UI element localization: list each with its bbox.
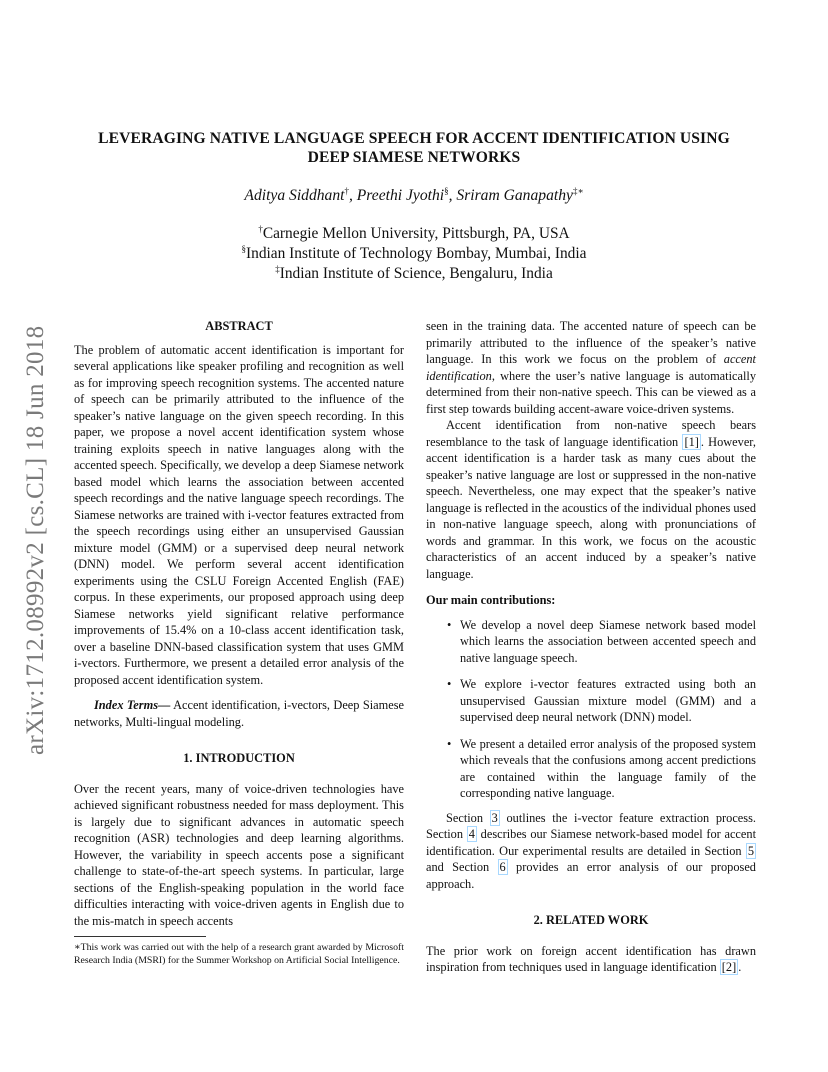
- paragraph-text: Accent identification from non-native speech bears resemblance to the task of language identification: [426, 418, 756, 449]
- affiliation: [70, 224, 758, 244]
- citation-link[interactable]: [1]: [684, 434, 699, 449]
- contributions-heading: Our main contributions:: [426, 593, 556, 607]
- author-mark: †: [344, 186, 349, 196]
- paper-title: [70, 129, 758, 167]
- index-terms-text: Accent identification, i-vectors, Deep Siamese networks, Multi-lingual modeling.: [74, 698, 405, 729]
- introduction-heading: 1. INTRODUCTION: [183, 751, 295, 765]
- footnote-divider: [74, 936, 206, 937]
- abstract-heading: ABSTRACT: [205, 319, 273, 333]
- author-mark: ‡∗: [572, 186, 584, 196]
- introduction-text: Over the recent years, many of voice-driven technologies have achieved significant robustness needed for mass deployment. This is largely due to significant advances in automatic speech recognition (ASR) technologies and deep learning algorithms. However, the variability in speech accents pose a significant challenge to state-of-the-art speech systems. In particular, large sections of the English-speaking population in the world face difficulties interacting with voice-driven agents in English due to the mis-match in speech accents: [74, 781, 404, 928]
- affiliation-text: Carnegie Mellon University, Pittsburgh, PA, USA: [262, 225, 570, 242]
- left-column: [74, 318, 404, 929]
- affiliation-mark: †: [258, 224, 263, 234]
- paragraph-text: .: [738, 960, 742, 974]
- paragraph-text: , where the user’s native language is automatically determined from their non-native speech. This can be viewed as a first step towards building accent-aware voice-driven systems.: [426, 368, 756, 416]
- author-name: Sriram Ganapathy: [456, 187, 573, 204]
- title-line-2: DEEP SIAMESE NETWORKS: [307, 149, 521, 166]
- paragraph-text: Section: [446, 810, 490, 825]
- index-terms: [74, 697, 404, 730]
- affiliation: [70, 244, 758, 264]
- author-mark: §: [444, 186, 449, 196]
- list-item: • We develop a novel deep Siamese network based model which learns the association between accented speech and native language speech.: [426, 617, 756, 667]
- paragraph-text: . However, accent identification is a harder task as many cues about the speaker’s native language are lost or suppressed in the non-native speech. Nevertheless, one may expect that the speaker’s native language is reflected in the acoustics of the individual phones used in non-native language speech, along with pronunciations of words and grammar. In this work, we focus on the acoustic characteristics of an accent induced by a speaker’s native language.: [426, 434, 756, 581]
- outline-paragraph: [426, 810, 756, 893]
- paragraph-text: and Section: [426, 860, 498, 874]
- emphasis-accent-identification: accent identification: [426, 352, 756, 383]
- abstract-text: The problem of automatic accent identification is important for several applications like speaker profiling and recognition as well as for improving speech recognition systems. The accented nature of speech can be primarily attributed to the influence of the speaker’s native language on the given speech recording. In this paper, we propose a novel accent identification system whose training exploits speech in native languages along with the accented speech. Specifically, we develop a deep Siamese network based model which learns the association between accented speech recordings and the native language speech recordings. The Siamese networks are trained with i-vector features extracted from the speech recordings using either an unsupervised Gaussian mixture model (GMM) or a supervised deep neural network (DNN) model. We perform several accent identification experiments using the CSLU Foreign Accented English (FAE) corpus. In these experiments, our proposed approach using deep Siamese networks yield significant relative performance improvements of 15.4% on a 10-class accent identification task, over a baseline DNN-based classification system that uses GMM i-vectors. Furthermore, we present a detailed error analysis of the proposed accent identification system.: [74, 342, 404, 687]
- section-link[interactable]: 5: [747, 843, 754, 858]
- footnote: ∗This work was carried out with the help of a research grant awarded by Microsoft Research India (MSRI) for the Summer Workshop on Artificial Social Intelligence.: [74, 942, 404, 966]
- author-name: Aditya Siddhant: [244, 187, 345, 204]
- affiliation-text: Indian Institute of Technology Bombay, Mumbai, India: [246, 245, 587, 262]
- paragraph-text: seen in the training data. The accented nature of speech can be primarily attributed to the influence of the speaker’s native language. In this work we focus on the problem of: [426, 319, 756, 366]
- section-link[interactable]: 4: [468, 827, 475, 841]
- affiliations: [70, 224, 758, 284]
- citation-link[interactable]: [2]: [721, 960, 737, 974]
- author-list: Aditya Siddhant†, Preethi Jyothi§, Sriram Ganapathy‡∗: [244, 186, 584, 204]
- accent-id-paragraph: [426, 417, 756, 582]
- list-item: • We explore i-vector features extracted using both an unsupervised Gaussian mixture model (GMM) and a supervised deep neural network (DNN) model.: [426, 676, 756, 726]
- index-terms-label: Index Terms—: [94, 698, 171, 712]
- author-name: Preethi Jyothi: [356, 187, 445, 204]
- section-link[interactable]: 3: [491, 810, 498, 825]
- title-line-1: LEVERAGING NATIVE LANGUAGE SPEECH FOR ACCENT IDENTIFICATION USING: [98, 130, 730, 147]
- paragraph-text: describes our Siamese network-based model for accent identification. Our experimental results are detailed in Section: [426, 827, 756, 858]
- related-work-heading: 2. RELATED WORK: [533, 913, 649, 927]
- arxiv-stamp: arXiv:1712.08992v2 [cs.CL] 18 Jun 2018: [22, 325, 49, 755]
- paragraph-text: provides an error analysis of our proposed approach.: [426, 860, 756, 891]
- paragraph-text: outlines the i-vector feature extraction process. Section: [426, 810, 756, 841]
- intro-continued-paragraph: [426, 318, 756, 417]
- affiliation-mark: §: [241, 244, 247, 254]
- section-link[interactable]: 6: [499, 860, 506, 874]
- affiliation: [70, 264, 758, 284]
- list-item: • We present a detailed error analysis of the proposed system which reveals that the confusions among accent predictions are contained within the language family of the corresponding native language.: [426, 736, 756, 802]
- related-work-text: [426, 943, 756, 976]
- contributions-list: [426, 617, 756, 802]
- affiliation-mark: ‡: [275, 264, 280, 274]
- paragraph-text: The prior work on foreign accent identification has drawn inspiration from techniques used in language identification: [426, 943, 756, 974]
- right-column: [426, 318, 756, 976]
- affiliation-text: Indian Institute of Science, Bengaluru, India: [279, 265, 553, 282]
